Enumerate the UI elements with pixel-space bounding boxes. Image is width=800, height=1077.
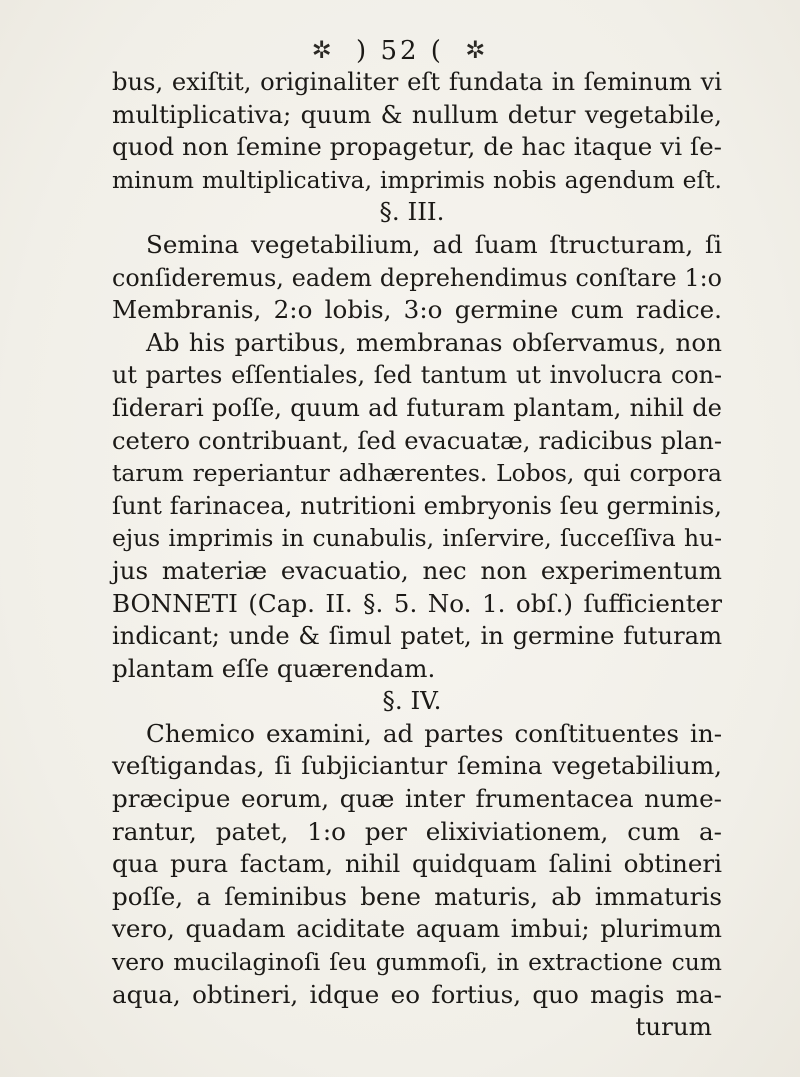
text-line: bus, exiſtit, originaliter eſt fundata in ſeminum vi: [112, 68, 722, 96]
text-line: minum multiplicativa, imprimis nobis agendum eſt.: [112, 165, 722, 194]
text-line: vero, quadam aciditate aquam imbui; plurimum: [112, 914, 722, 944]
text-line: multiplicativa; quum & nullum detur vegetabile,: [112, 99, 722, 129]
text-line: indicant; unde & ſimul patet, in germine futuram: [112, 622, 722, 651]
text-line: ſiderari poſſe, quum ad futuram plantam, nihil de: [112, 393, 722, 422]
text-line: plantam eſſe quærendam.: [112, 653, 436, 683]
page-header: [0, 36, 800, 66]
text-line: poſſe, a ſeminibus bene maturis, ab immaturis: [112, 881, 722, 911]
text-line: Semina vegetabilium, ad ſuam ſtructuram, ſi: [146, 229, 722, 259]
page-number: ) 52 (: [356, 36, 444, 66]
right-star-ornament-icon: ✲: [465, 36, 489, 64]
text-line: conſideremus, eadem deprehendimus conſtare 1:o: [112, 263, 722, 292]
text-line: cetero contribuant, ſed evacuatæ, radicibus plan-: [112, 426, 722, 455]
text-line: præcipue eorum, quæ inter frumentacea nume-: [112, 784, 722, 814]
text-line: jus materiæ evacuatio, nec non experimentum: [112, 555, 722, 585]
text-line: rantur, patet, 1:o per elixiviationem, cum a-: [112, 816, 722, 846]
left-star-ornament-icon: ✲: [311, 36, 335, 64]
text-line: Ab his partibus, membranas obſervamus, non: [146, 327, 722, 357]
text-line: ſunt farinacea, nutritioni embryonis ſeu germinis,: [112, 491, 722, 520]
text-line: Membranis, 2:o lobis, 3:o germine cum radice.: [112, 295, 722, 325]
text-line: Chemico examini, ad partes conſtituentes in-: [146, 718, 722, 748]
body-text: [112, 66, 722, 1044]
text-line: quod non ſemine propagetur, de hac itaque vi ſe-: [112, 132, 722, 162]
section-heading-4: §. IV.: [382, 686, 442, 716]
text-line: veſtigandas, ſi ſubjiciantur ſemina vegetabilium,: [112, 751, 722, 781]
text-line: ejus imprimis in cunabulis, inſervire, ſucceſſiva hu-: [112, 524, 722, 553]
catchword: turum: [635, 1012, 712, 1042]
section-heading-3: §. III.: [379, 197, 445, 227]
text-line: vero mucilaginoſi ſeu gummoſi, in extractione cum: [112, 948, 722, 977]
text-line: qua pura factam, nihil quidquam ſalini obtineri: [112, 849, 722, 879]
text-line: aqua, obtineri, idque eo fortius, quo magis ma-: [112, 979, 722, 1009]
text-line: BONNETI (Cap. II. §. 5. No. 1. obſ.) ſufficienter: [112, 588, 722, 618]
text-line: ut partes eſſentiales, ſed tantum ut involucra con-: [112, 361, 722, 390]
text-line: tarum reperiantur adhærentes. Lobos, qui corpora: [112, 459, 722, 488]
